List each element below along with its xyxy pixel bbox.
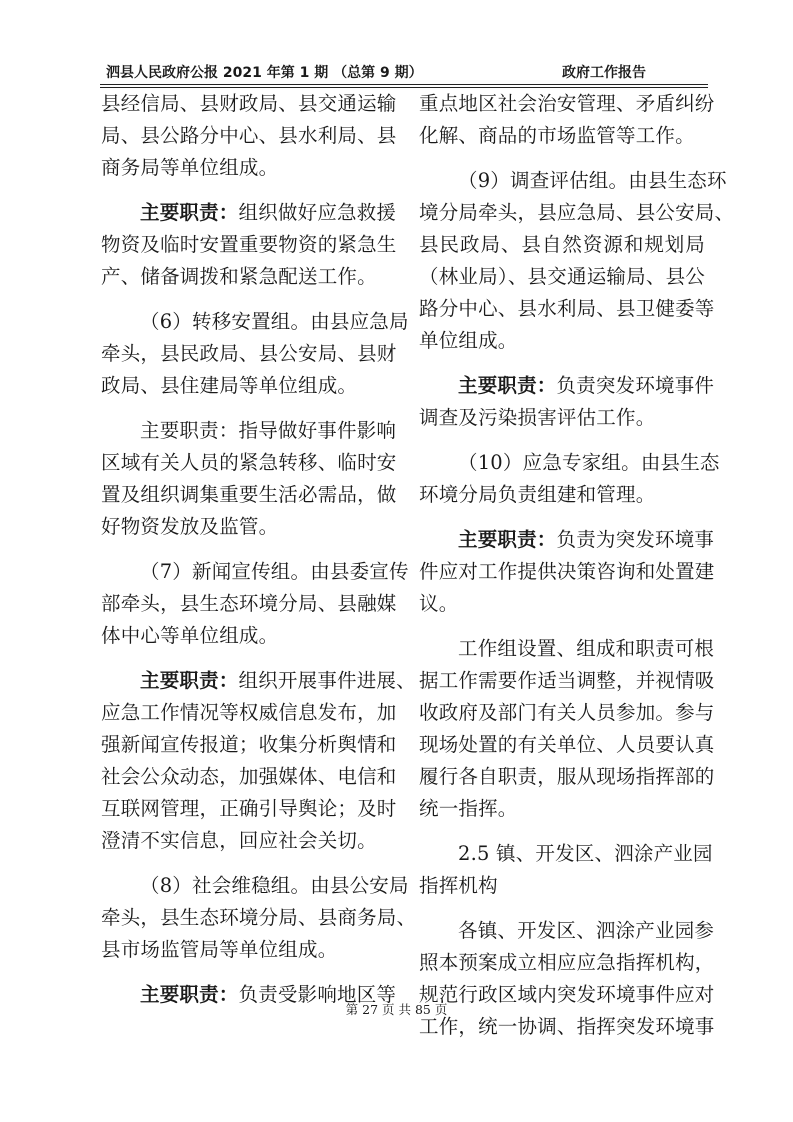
text-line — [101, 793, 397, 825]
text-line — [101, 902, 417, 934]
line-text: 局、县公路分中心、县水利局、县 — [101, 124, 397, 147]
page-header — [100, 62, 708, 82]
text-line — [101, 338, 397, 370]
line-text: 境分局牵头，县应急局、县公安局、 — [419, 201, 735, 224]
header-rule-thick — [100, 84, 708, 85]
line-text: 重点地区社会治安管理、矛盾纠纷 — [419, 92, 715, 115]
text-line — [140, 665, 416, 697]
text-line — [140, 870, 409, 902]
line-text: 县市场监管局等单位组成。 — [101, 938, 338, 961]
line-text: 现场处置的有关单位、人员要认真 — [419, 733, 715, 756]
line-text: 社会公众动态，加强媒体、电信和 — [101, 765, 397, 788]
line-text: （10）应急专家组。由县生态 — [458, 451, 720, 474]
line-text: （7）新闻宣传组。由县委宣传 — [140, 560, 409, 583]
text-line — [419, 556, 715, 588]
text-line — [458, 524, 715, 556]
line-text: 环境分局负责组建和管理。 — [419, 483, 656, 506]
line-text: 指挥机构 — [419, 874, 498, 897]
text-line — [101, 370, 357, 402]
text-line — [419, 761, 715, 793]
line-text: 负责受影响地区等 — [238, 983, 397, 1006]
line-text: 政局、县住建局等单位组成。 — [101, 374, 358, 397]
line-text: 置及组织调集重要生活必需品，做 — [101, 483, 397, 506]
line-text: 单位组成。 — [419, 329, 518, 352]
line-text: 部牵头，县生态环境分局、县融媒 — [101, 592, 397, 615]
text-line — [101, 825, 377, 857]
line-text: 工作组设置、组成和职责可根 — [458, 637, 715, 660]
text-line — [458, 838, 713, 870]
bold-label: 主要职责： — [140, 983, 239, 1006]
line-text: 应急工作情况等权威信息发布，加 — [101, 701, 397, 724]
line-text: 县民政局、县自然资源和规划局 — [419, 233, 705, 256]
line-text: 澄清不实信息，回应社会关切。 — [101, 829, 377, 852]
line-text: 互联网管理，正确引导舆论；及时 — [101, 797, 397, 820]
line-text: 照本预案成立相应应急指挥机构， — [419, 951, 715, 974]
bold-label: 主要职责： — [458, 528, 557, 551]
line-text: 调查及污染损害评估工作。 — [419, 406, 656, 429]
line-text: 件应对工作提供决策咨询和处置建 — [419, 560, 715, 583]
line-text: 议。 — [419, 592, 459, 615]
text-line — [419, 588, 458, 620]
line-text: 负责突发环境事件 — [556, 374, 715, 397]
text-line — [101, 447, 397, 479]
text-line — [101, 511, 278, 543]
line-text: 负责为突发环境事 — [556, 528, 715, 551]
text-line — [419, 947, 715, 979]
text-line — [101, 152, 278, 184]
line-text: 体中心等单位组成。 — [101, 624, 279, 647]
text-line — [101, 934, 337, 966]
text-line — [101, 88, 397, 120]
line-text: 收政府及部门有关人员参加。参与 — [419, 701, 715, 724]
text-line — [458, 915, 715, 947]
journal-title: 泗县人民政府公报 2021 年第 1 期 （总第 9 期） — [106, 65, 423, 81]
text-line — [101, 620, 278, 652]
line-text: 工作，统一协调、指挥突发环境事 — [419, 1015, 715, 1038]
line-text: （9）调查评估组。由县生态环 — [458, 169, 727, 192]
line-text: 商务局等单位组成。 — [101, 156, 279, 179]
text-line — [419, 479, 655, 511]
line-text: 好物资发放及监管。 — [101, 515, 279, 538]
line-text: 组织做好应急救援 — [238, 201, 397, 224]
text-line — [458, 447, 720, 479]
line-text: 强新闻宣传报道；收集分析舆情和 — [101, 733, 397, 756]
line-text: 牵头，县生态环境分局、县商务局、 — [101, 906, 417, 929]
text-line — [140, 556, 409, 588]
text-line — [419, 665, 715, 697]
text-line — [419, 88, 715, 120]
line-text: 2.5 镇、开发区、泗涂产业园 — [458, 842, 713, 865]
text-line — [419, 870, 498, 902]
line-text: 化解、商品的市场监管等工作。 — [419, 124, 695, 147]
page-number: 第 27 页 共 85 页 — [345, 1002, 448, 1017]
text-line — [101, 729, 397, 761]
line-text: （8）社会维稳组。由县公安局 — [140, 874, 409, 897]
line-text: 主要职责：指导做好事件影响 — [140, 419, 397, 442]
text-line — [419, 197, 735, 229]
line-text: 规范行政区域内突发环境事件应对 — [419, 983, 715, 1006]
line-text: 路分中心、县水利局、县卫健委等 — [419, 297, 715, 320]
text-line — [419, 697, 715, 729]
line-text: 组织开展事件进展、 — [238, 669, 416, 692]
text-line — [101, 120, 397, 152]
text-line — [140, 197, 397, 229]
text-line — [140, 306, 409, 338]
text-line — [419, 120, 695, 152]
text-line — [101, 479, 397, 511]
line-text: 统一指挥。 — [419, 797, 518, 820]
text-line — [458, 370, 715, 402]
line-text: 物资及临时安置重要物资的紧急生 — [101, 233, 397, 256]
line-text: 履行各自职责，服从现场指挥部的 — [419, 765, 715, 788]
text-line — [458, 633, 715, 665]
bold-label: 主要职责： — [140, 201, 239, 224]
line-text: 产、储备调拨和紧急配送工作。 — [101, 265, 377, 288]
line-text: （6）转移安置组。由县应急局 — [140, 310, 409, 333]
text-line — [101, 229, 397, 261]
line-text: 各镇、开发区、泗涂产业园参 — [458, 919, 715, 942]
text-line — [419, 229, 705, 261]
text-line — [419, 402, 655, 434]
section-title: 政府工作报告 — [562, 65, 646, 81]
text-line — [101, 697, 397, 729]
line-text: 牵头，县民政局、县公安局、县财 — [101, 342, 397, 365]
bold-label: 主要职责： — [458, 374, 557, 397]
bold-label: 主要职责： — [140, 669, 239, 692]
text-line — [140, 415, 397, 447]
text-line — [419, 261, 705, 293]
text-line — [419, 793, 518, 825]
line-text: 区域有关人员的紧急转移、临时安 — [101, 451, 397, 474]
text-line — [419, 729, 715, 761]
text-line — [101, 588, 397, 620]
line-text: （林业局）、县交通运输局、县公 — [419, 265, 705, 288]
text-line — [458, 165, 727, 197]
text-line — [419, 325, 518, 357]
text-line — [101, 261, 377, 293]
text-line — [101, 761, 397, 793]
line-text: 据工作需要作适当调整，并视情吸 — [419, 669, 715, 692]
line-text: 县经信局、县财政局、县交通运输 — [101, 92, 397, 115]
text-line — [419, 293, 715, 325]
